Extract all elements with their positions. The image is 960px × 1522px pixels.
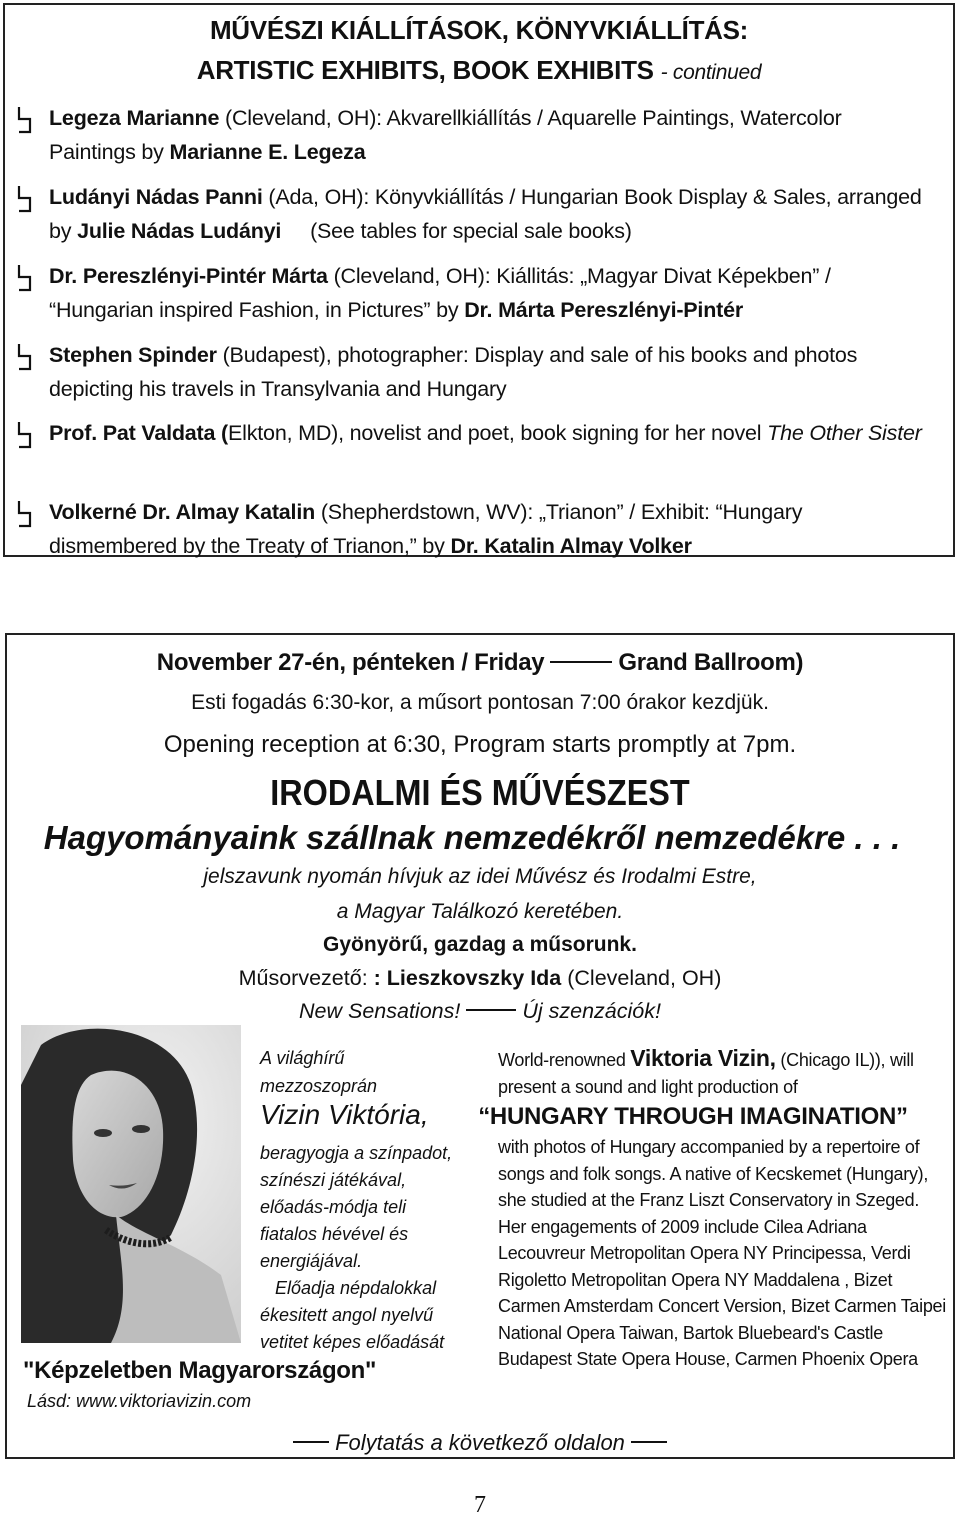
hu-desc-line: vetitet képes előadását xyxy=(260,1332,445,1352)
sensations-line xyxy=(7,999,953,1024)
host-label: Műsorvezető: xyxy=(238,966,374,990)
exhibit-desc: (Cleveland, OH): Kiállitás: „Magyar Divat Képekben” / “Hungarian inspired Fashion, in Pictures” by xyxy=(49,264,831,322)
exhibit-item-ludanyi xyxy=(49,180,929,248)
portrait-image xyxy=(21,1025,241,1343)
page-number: 7 xyxy=(474,1492,486,1518)
exhibits-title-hu: MŰVÉSZI KIÁLLÍTÁSOK, KÖNYVKIÁLLÍTÁS: xyxy=(209,15,749,45)
dash-separator xyxy=(466,1009,516,1011)
bullet-icon xyxy=(17,184,33,214)
exhibit-item-valdata xyxy=(49,416,929,450)
en-performer-name: Viktoria Vizin, xyxy=(630,1045,776,1071)
exhibitor-name: Stephen Spinder xyxy=(49,343,217,367)
exhibitor-name: Dr. Pereszlényi-Pintér Márta xyxy=(49,264,328,288)
exhibitor-name-2: Julie Nádas Ludányi xyxy=(77,219,282,243)
hu-performer-name: Vizin Viktória, xyxy=(260,1099,429,1130)
exhibit-desc: Elkton, MD), novelist and poet, book signing for her novel xyxy=(228,421,768,445)
bullet-icon xyxy=(17,263,33,293)
sensations-hu: Új szenzációk! xyxy=(522,999,661,1023)
performer-photo xyxy=(21,1025,241,1343)
bullet-icon xyxy=(17,420,33,450)
hu-show-title: "Képzeletben Magyarországon" xyxy=(23,1357,377,1384)
program-place: Grand Ballroom) xyxy=(618,649,804,676)
exhibits-box xyxy=(3,3,955,557)
en-place: (Chicago IL)), will present a sound and light production of xyxy=(498,1050,914,1097)
exhibits-title-continued: - continued xyxy=(660,61,762,84)
sensations-en: New Sensations! xyxy=(299,999,461,1023)
exhibits-title-en xyxy=(5,55,953,86)
en-time: Opening reception at 6:30, Program starts promptly at 7pm. xyxy=(163,731,797,758)
exhibit-item-spinder xyxy=(49,338,929,406)
bullet-icon xyxy=(17,105,33,135)
exhibitor-name: Ludányi Nádas Panni xyxy=(49,185,263,209)
host-line xyxy=(7,966,953,991)
hu-desc-line: előadás-módja teli xyxy=(260,1197,407,1217)
en-intro: World-renowned xyxy=(498,1050,631,1070)
exhibitor-name-2: Dr. Márta Pereszlényi-Pintér xyxy=(464,298,744,322)
hu-desc-line: Előadja népdalokkal xyxy=(260,1278,437,1298)
hu-desc-line: ékesitett angol nyelvű xyxy=(260,1305,434,1325)
rich-program: Gyönyörű, gazdag a műsorunk. xyxy=(323,933,637,956)
exhibit-desc: (Budapest), photographer: Display and sale of his books and photos depicting his travels in Transylvania and Hungary xyxy=(49,343,858,401)
event-motto: Hagyományaink szállnak nemzedékről nemzedékre . . . xyxy=(43,819,901,856)
motto-line-2: jelszavunk nyomán hívjuk az idei Művész és Irodalmi Estre, xyxy=(203,865,757,888)
exhibit-desc: (Shepherdstown, WV): „Trianon” / Exhibit: “Hungary dismembered by the Treaty of Trianon,” by xyxy=(49,500,803,558)
motto-line-3: a Magyar Találkozó keretében. xyxy=(336,900,624,923)
en-body: with photos of Hungary accompanied by a repertoire of songs and folk songs. A native of Kecskemet (Hungary), she studied at the Franz Liszt Conservatory in Szeged. Her engagements of 2009 include Cilea Adriana Lecouvreur Metropolitan Opera NY Principessa, Verdi Rigoletto Metropolitan Opera NY Maddalena , Bizet Carmen Amsterdam Concert Version, Bizet Carmen Taipei National Opera Taiwan, Bartok Bluebeard's Castle Budapest State Opera House, Carmen Phoenix Opera xyxy=(498,1137,946,1369)
program-heading xyxy=(7,649,953,677)
hu-desc-line: energiájával. xyxy=(260,1251,363,1271)
exhibit-item-pereszlenyi xyxy=(49,259,929,327)
exhibitor-name: Volkerné Dr. Almay Katalin xyxy=(49,500,316,524)
program-box xyxy=(5,633,955,1459)
hu-desc-line: színészi játékával, xyxy=(260,1170,407,1190)
book-title: The Other Sister xyxy=(767,421,922,445)
en-show-title: “HUNGARY THROUGH IMAGINATION” xyxy=(478,1103,908,1130)
bullet-icon xyxy=(17,342,33,372)
exhibit-item-legeza xyxy=(49,101,929,169)
event-title: IRODALMI ÉS MŰVÉSZEST xyxy=(270,772,690,813)
bullet-icon xyxy=(17,499,33,529)
continued-text: Folytatás a következő oldalon xyxy=(335,1430,625,1455)
hu-intro-2: mezzoszoprán xyxy=(260,1076,378,1096)
host-name: : Lieszkovszky Ida xyxy=(373,966,562,990)
exhibit-note: (See tables for special sale books) xyxy=(310,219,632,243)
exhibit-desc: (Ada, OH): Könyvkiállítás / Hungarian Book Display & Sales, arranged by xyxy=(49,185,922,243)
exhibitor-name-2: Marianne E. Legeza xyxy=(169,140,366,164)
exhibitor-name: Prof. Pat Valdata ( xyxy=(49,421,229,445)
website-link[interactable]: Lásd: www.viktoriavizin.com xyxy=(27,1391,252,1411)
dash-separator xyxy=(631,1441,667,1443)
hu-desc-line: fiatalos hévével és xyxy=(260,1224,409,1244)
exhibit-item-almay xyxy=(49,495,929,563)
exhibit-desc: (Cleveland, OH): Akvarellkiállítás / Aquarelle Paintings, Watercolor Paintings by xyxy=(49,106,842,164)
hu-desc-line: beragyogja a színpadot, xyxy=(260,1143,453,1163)
program-date: November 27-én, pénteken / Friday xyxy=(156,649,545,676)
en-description xyxy=(478,1045,948,1373)
hu-time: Esti fogadás 6:30-kor, a műsort pontosan 7:00 órakor kezdjük. xyxy=(191,691,769,714)
dash-separator xyxy=(550,661,612,663)
continued-line xyxy=(7,1430,953,1456)
hu-intro-1: A világhírű xyxy=(260,1048,345,1068)
exhibitor-name: Legeza Marianne xyxy=(49,106,220,130)
exhibitor-name-2: Dr. Katalin Almay Volker xyxy=(450,534,692,558)
host-place: (Cleveland, OH) xyxy=(561,966,722,990)
dash-separator xyxy=(293,1441,329,1443)
exhibits-title-en-text: ARTISTIC EXHIBITS, BOOK EXHIBITS xyxy=(196,55,654,85)
